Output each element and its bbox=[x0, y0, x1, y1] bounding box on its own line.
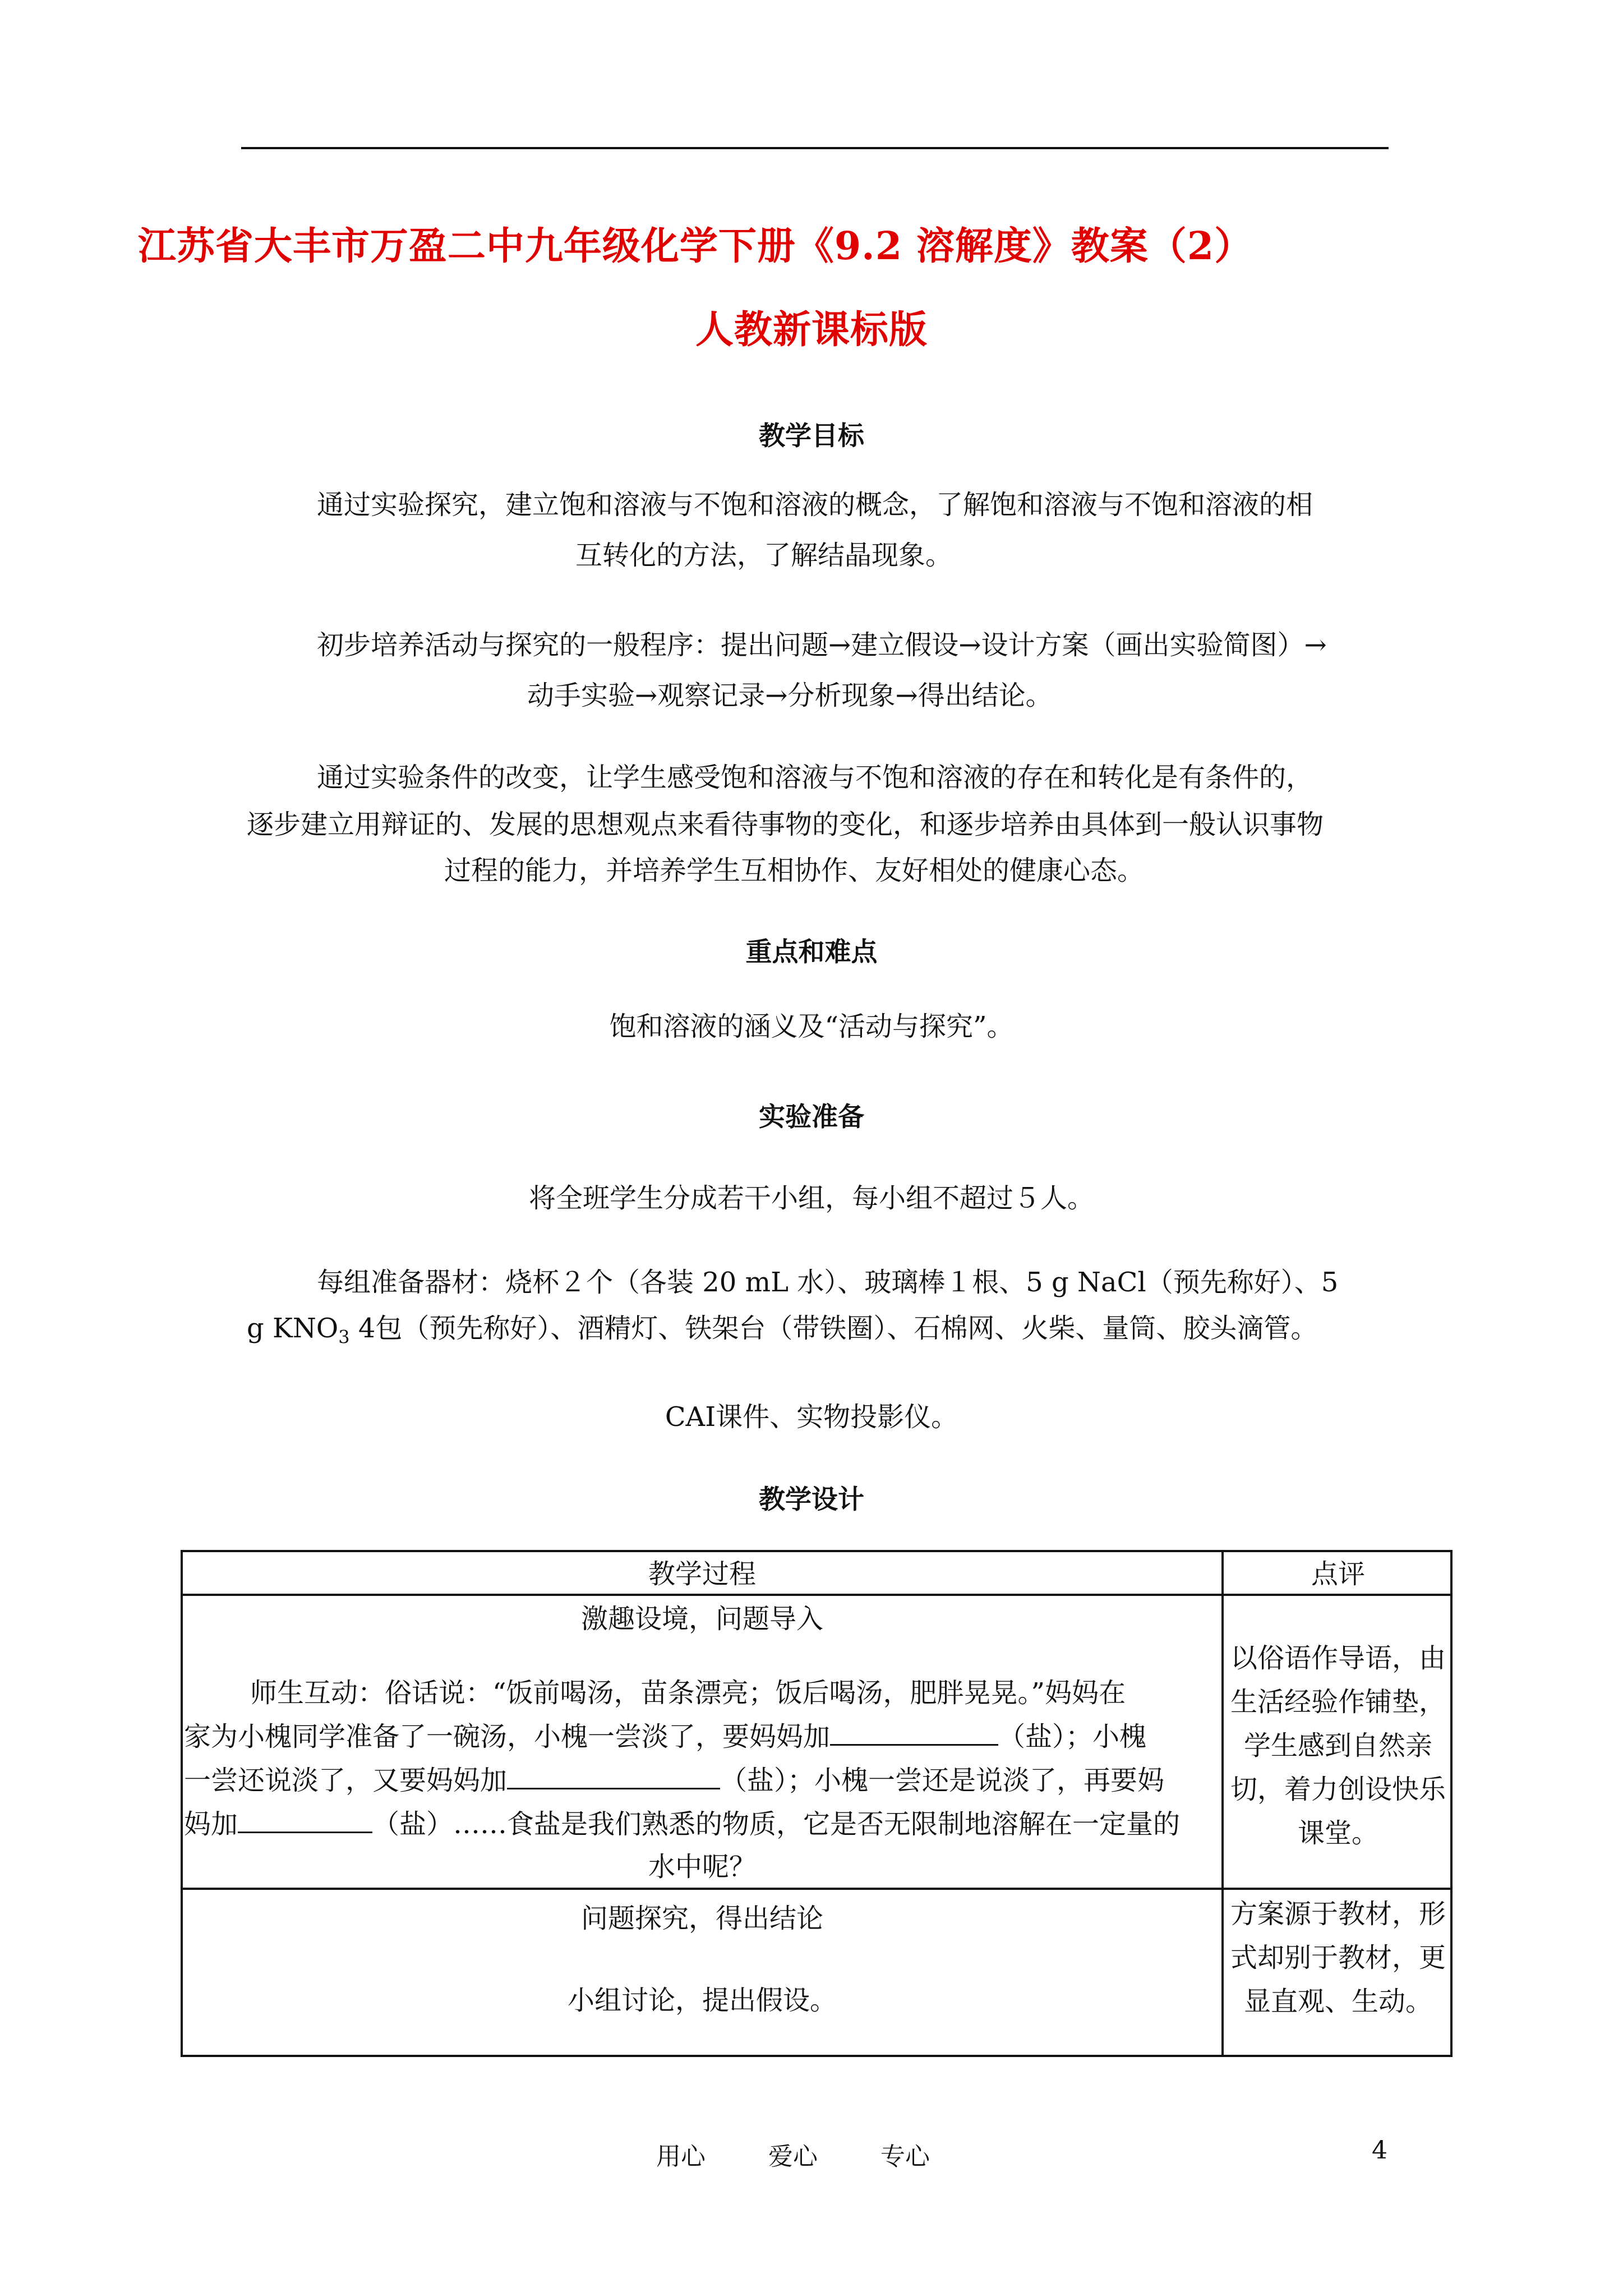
row1-line3-end: （盐）；小槐一尝还是说淡了，再要妈 bbox=[720, 1765, 1165, 1796]
goals-heading: 教学目标 bbox=[759, 421, 864, 452]
row2-comment-line1: 方案源于教材，形 bbox=[1230, 1898, 1446, 1930]
row1-line3-start: 一尝还说淡了，又要妈妈加 bbox=[184, 1765, 508, 1796]
answer-blank-1[interactable] bbox=[830, 1719, 998, 1746]
key-text: 饱和溶液的涵义及“活动与探究”。 bbox=[609, 1011, 1014, 1042]
footer-word-2: 爱心 bbox=[768, 2142, 818, 2171]
design-heading: 教学设计 bbox=[759, 1484, 864, 1515]
answer-blank-3[interactable] bbox=[238, 1807, 372, 1833]
row1-comment-line2: 生活经验作铺垫， bbox=[1230, 1686, 1446, 1718]
prep-groups: 将全班学生分成若干小组，每小组不超过５人。 bbox=[528, 1182, 1094, 1214]
header-rule bbox=[241, 147, 1389, 149]
prep-materials-line2 bbox=[247, 1306, 1317, 1360]
row1-subtitle: 激趣设境，问题导入 bbox=[580, 1603, 823, 1635]
design-table bbox=[181, 1550, 1453, 2057]
key-heading: 重点和难点 bbox=[745, 937, 878, 968]
row1-comment-line5: 课堂。 bbox=[1297, 1818, 1378, 1849]
goal2-line2: 动手实验→观察记录→分析现象→得出结论。 bbox=[527, 680, 1053, 711]
goal1-line1: 通过实验探究，建立饱和溶液与不饱和溶液的概念，了解饱和溶液与不饱和溶液的相 bbox=[317, 489, 1313, 521]
row1-line2-end: （盐）；小槐 bbox=[998, 1721, 1147, 1752]
goal3-line3: 过程的能力，并培养学生互相协作、友好相处的健康心态。 bbox=[444, 855, 1145, 886]
row1-comment-line3: 学生感到自然亲 bbox=[1243, 1730, 1432, 1761]
row2-subtitle: 问题探究，得出结论 bbox=[580, 1903, 823, 1934]
answer-blank-2[interactable] bbox=[507, 1763, 720, 1789]
prep-heading: 实验准备 bbox=[759, 1102, 864, 1133]
footer-word-1: 用心 bbox=[656, 2142, 706, 2171]
subscript-3: 3 bbox=[338, 1326, 350, 1348]
document-title-line2: 人教新课标版 bbox=[695, 307, 928, 352]
prep-materials-line1: 每组准备器材：烧杯２个（各装 20 mL 水）、玻璃棒１根、5 g NaCl（预先称好）、5 bbox=[317, 1267, 1339, 1298]
goal2-line1: 初步培养活动与探究的一般程序：提出问题→建立假设→设计方案（画出实验简图）→ bbox=[317, 629, 1327, 661]
table-header-comment: 点评 bbox=[1311, 1558, 1365, 1590]
row2-comment-line2: 式却别于教材，更 bbox=[1230, 1942, 1446, 1973]
row1-line4-start: 妈加 bbox=[184, 1809, 238, 1840]
row1-comment-line4: 切，着力创设快乐 bbox=[1230, 1774, 1446, 1805]
prep-materials-line2-end: 4包（预先称好）、酒精灯、铁架台（带铁圈）、石棉网、火柴、量筒、胶头滴管。 bbox=[349, 1313, 1318, 1344]
footer-word-3: 专心 bbox=[880, 2142, 930, 2171]
row2-comment-line3: 显直观、生动。 bbox=[1243, 1986, 1432, 2017]
goal3-line1: 通过实验条件的改变，让学生感受饱和溶液与不饱和溶液的存在和转化是有条件的， bbox=[317, 762, 1313, 793]
table-header-process: 教学过程 bbox=[648, 1558, 756, 1590]
row1-line2-start: 家为小槐同学准备了一碗汤，小槐一尝淡了，要妈妈加 bbox=[184, 1721, 831, 1752]
row1-line3 bbox=[184, 1759, 1164, 1802]
row1-line4-end: （盐）……食盐是我们熟悉的物质，它是否无限制地溶解在一定量的 bbox=[372, 1809, 1181, 1840]
row1-line2 bbox=[184, 1715, 1146, 1759]
goal3-line2: 逐步建立用辩证的、发展的思想观点来看待事物的变化，和逐步培养由具体到一般认识事物 bbox=[247, 809, 1324, 840]
page-number: 4 bbox=[1372, 2136, 1387, 2165]
prep-materials-line2-start: g KNO bbox=[247, 1313, 339, 1344]
row2-text: 小组讨论，提出假设。 bbox=[567, 1985, 837, 2016]
prep-cai: CAI课件、实物投影仪。 bbox=[665, 1401, 958, 1433]
row1-line4 bbox=[184, 1802, 1180, 1846]
row1-comment-line1: 以俗语作导语，由 bbox=[1230, 1642, 1446, 1674]
goal1-line2: 互转化的方法，了解结晶现象。 bbox=[575, 540, 953, 571]
document-title-line1: 江苏省大丰市万盈二中九年级化学下册《9.2 溶解度》教案（2） bbox=[137, 224, 1253, 269]
row1-line1: 师生互动：俗话说：“饭前喝汤，苗条漂亮；饭后喝汤，肥胖晃晃。”妈妈在 bbox=[250, 1677, 1126, 1709]
row1-line5: 水中呢？ bbox=[648, 1851, 756, 1883]
